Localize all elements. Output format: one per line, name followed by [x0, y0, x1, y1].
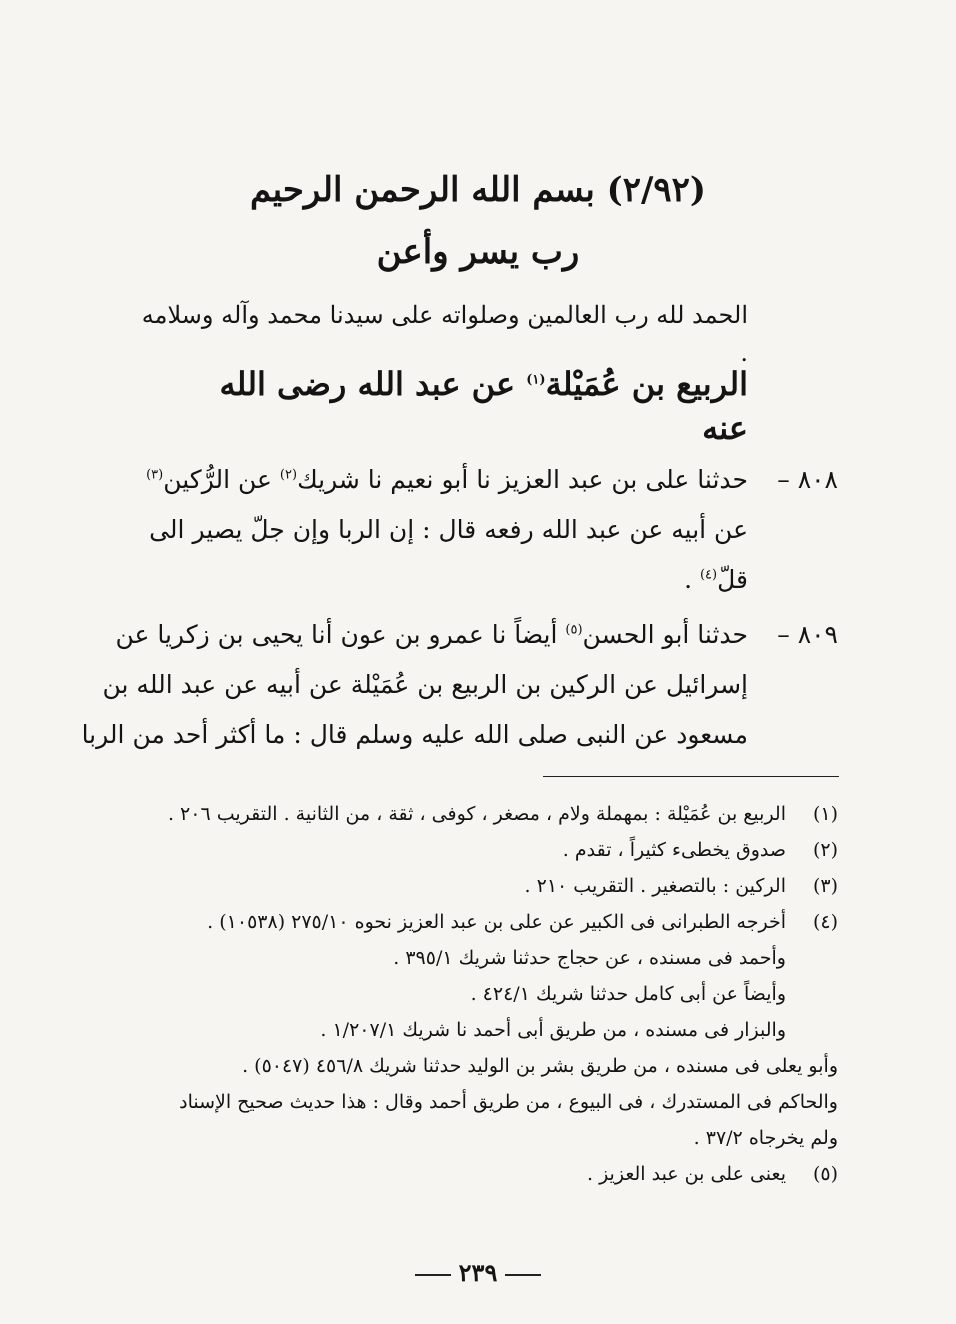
hadith-number: ٨٠٩ –: [777, 620, 838, 649]
footnote-continuation: [118, 1048, 838, 1156]
hadith-entry: [81, 610, 838, 760]
text-segment: عن أبيه عن عبد الله رفعه قال : إن الربا وإن جلّ يصير الى: [149, 515, 748, 544]
hadith-text: [138, 455, 748, 605]
dash-ornament: [505, 1274, 541, 1276]
footnote: [118, 796, 838, 832]
text-line: [115, 610, 748, 660]
footnote-ref: (٣): [146, 467, 164, 483]
heading-name: الربيع بن عُمَيْلة: [545, 365, 748, 403]
hadith-number: ٨٠٨ –: [777, 465, 838, 494]
basmala-title: (٢/٩٢) بسم الله الرحمن الرحيم: [249, 170, 707, 210]
footnote-text: [118, 1156, 786, 1192]
text-line: [138, 505, 748, 555]
footnote-line: يعنى على بن عبد العزيز .: [586, 1163, 786, 1185]
text-segment: قلّ: [717, 565, 748, 594]
subtitle: رب يسر وأعن: [376, 232, 580, 272]
text-segment: .: [684, 565, 700, 594]
hadith-entry: [138, 455, 838, 605]
footnote: [118, 832, 838, 868]
footnotes: [118, 796, 838, 1192]
footnote-ref: (٥): [565, 622, 583, 638]
text-segment: أيضاً نا عمرو بن عون أنا يحيى بن زكريا عن: [115, 620, 566, 649]
footnote-line: وأحمد فى مسنده ، عن حجاج حدثنا شريك ٣٩٥/١ .: [393, 947, 786, 969]
footnote-line: والحاكم فى المستدرك ، فى البيوع ، من طريق أحمد وقال : هذا حديث صحيح الإسناد: [179, 1091, 838, 1113]
heading-rest: عن عبد الله رضى الله عنه: [219, 365, 748, 447]
footnote-ref: (٢): [279, 467, 298, 483]
footnote-line: ولم يخرجاه ٣٧/٢ .: [693, 1127, 838, 1149]
section-heading: [188, 362, 748, 450]
text-segment: حدثنا أبو الحسن: [582, 620, 748, 649]
footnote-line: والبزار فى مسنده ، من طريق أبى أحمد نا شريك ١/٢٠٧/١ .: [320, 1019, 786, 1041]
text-segment: حدثنا على بن عبد العزيز نا أبو نعيم نا شريك: [297, 465, 748, 494]
footnote-divider: [543, 776, 839, 777]
text-segment: مسعود عن النبى صلى الله عليه وسلم قال : ما أكثر أحد من الربا: [81, 720, 748, 749]
footnote-ref: (١): [526, 372, 546, 388]
footnote-line: وأيضاً عن أبى كامل حدثنا شريك ٤٢٤/١ .: [470, 983, 786, 1005]
footnote-number: (٣): [812, 875, 838, 897]
footnote: [118, 1156, 838, 1192]
hadith-text: [81, 610, 748, 760]
footnote-ref: (٤): [699, 567, 718, 583]
footnote-text: [118, 868, 786, 904]
footnote-number: (٤): [812, 911, 838, 933]
text-line: [138, 455, 748, 505]
footnote-text: [118, 832, 786, 868]
text-line: [102, 660, 748, 710]
page-number-value: ٢٣٩: [458, 1258, 498, 1287]
footnote-line: الربيع بن عُمَيْلة : بمهملة ولام ، مصغر ، كوفى ، ثقة ، من الثانية . التقريب ٢٠٦ .: [167, 803, 786, 825]
intro-line: الحمد لله رب العالمين وصلواته على سيدنا محمد وآله وسلامه .: [141, 301, 748, 367]
footnote-line: أخرجه الطبرانى فى الكبير عن على بن عبد العزيز نحوه ٢٧٥/١٠ (١٠٥٣٨) .: [207, 911, 786, 933]
footnote: [118, 904, 838, 1048]
footnote: [118, 868, 838, 904]
page-number: [0, 1258, 956, 1288]
footnote-number: (٢): [812, 839, 838, 861]
text-segment: عن الرُّكين: [163, 465, 280, 494]
text-segment: إسرائيل عن الركين بن الربيع بن عُمَيْلة عن أبيه عن عبد الله بن: [102, 670, 748, 699]
footnote-number: (٥): [812, 1163, 838, 1185]
footnote-text: [118, 796, 786, 832]
footnote-number: (١): [812, 803, 838, 825]
text-line: [81, 710, 748, 760]
footnote-line: الركين : بالتصغير . التقريب ٢١٠ .: [524, 875, 786, 897]
footnote-text: [118, 904, 786, 1048]
footnote-line: وأبو يعلى فى مسنده ، من طريق بشر بن الوليد حدثنا شريك ٤٥٦/٨ (٥٠٤٧) .: [242, 1055, 838, 1077]
dash-ornament: [415, 1274, 451, 1276]
footnote-line: صدوق يخطىء كثيراً ، تقدم .: [562, 839, 786, 861]
text-line: [138, 555, 748, 605]
